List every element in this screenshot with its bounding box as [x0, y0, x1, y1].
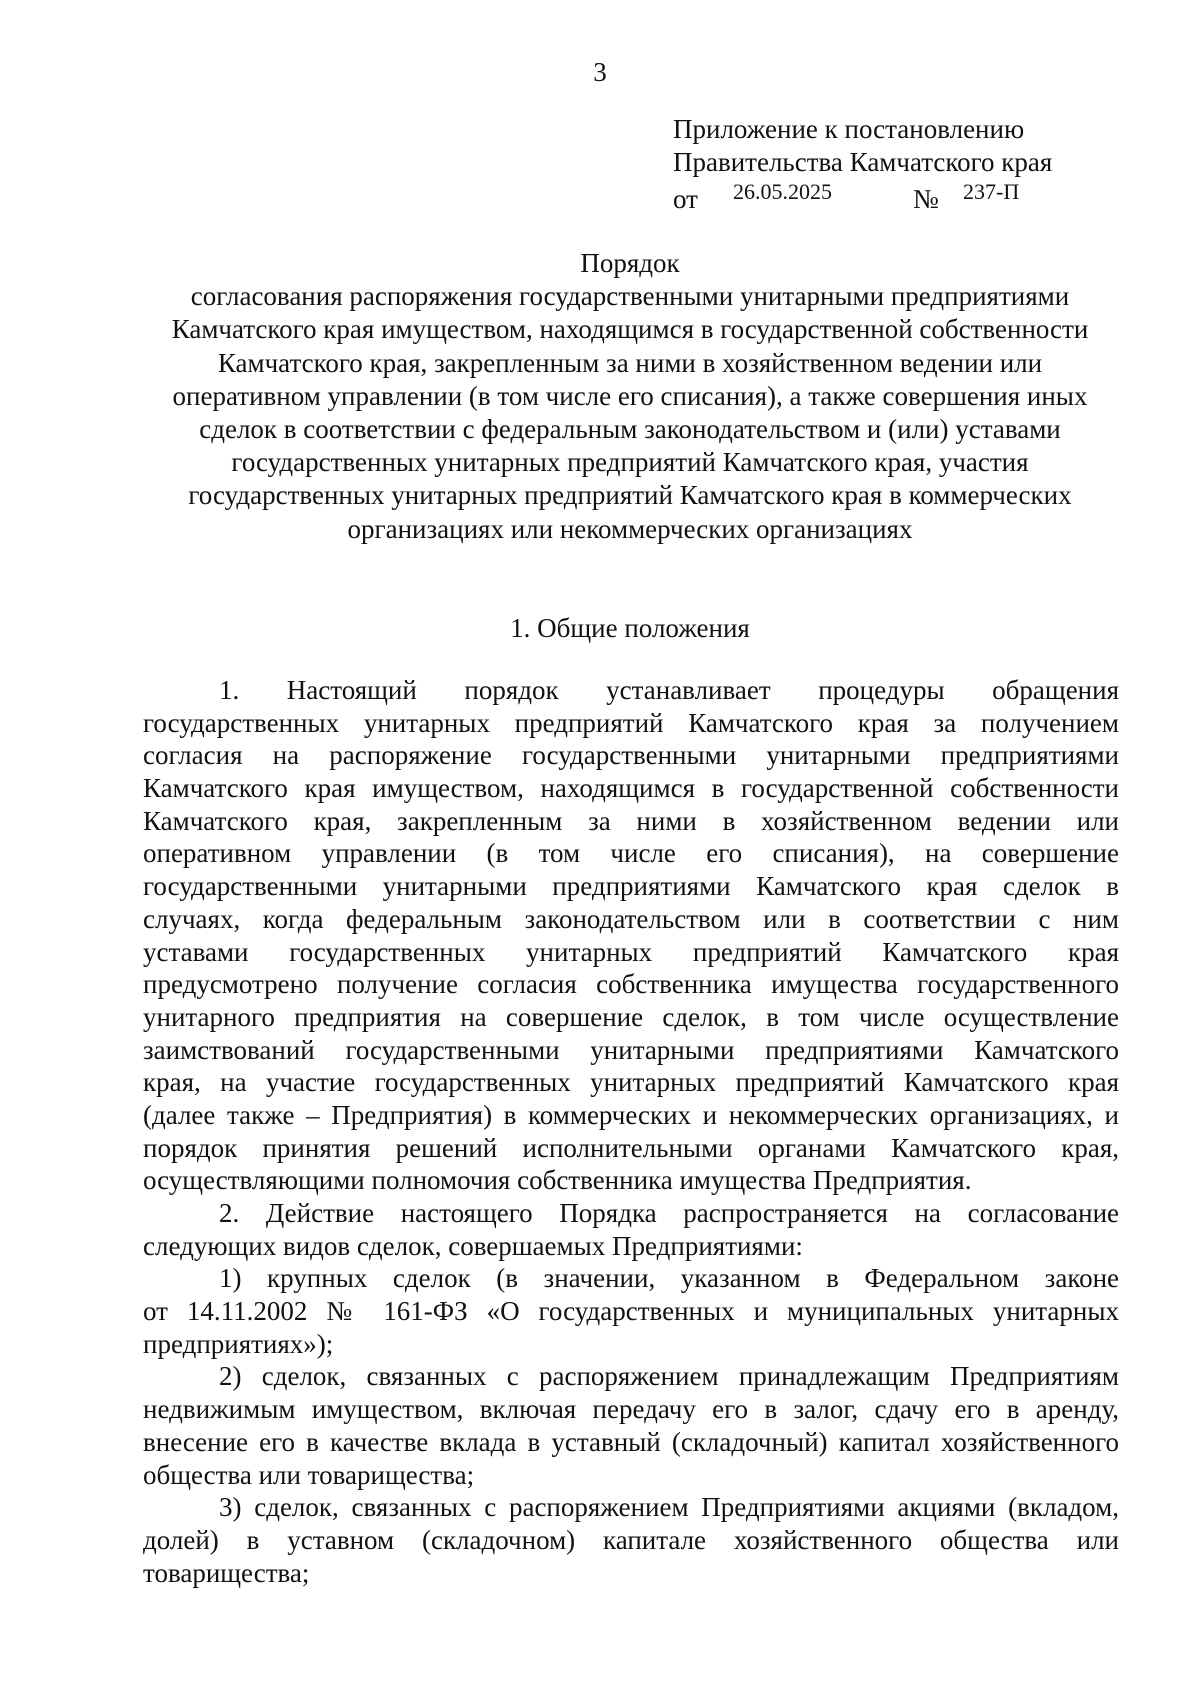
section-heading: 1. Общие положения — [510, 613, 750, 643]
page-number: 3 — [593, 57, 607, 87]
appendix-line-1: Приложение к постановлению — [673, 114, 1025, 144]
title-line: государственных унитарных предприятий Камчатского края, участия — [231, 447, 1029, 478]
body-line: предусмотрено получение согласия собственника имущества государственного — [143, 969, 1119, 1000]
body-line: унитарного предприятия на совершение сделок, в том числе осуществление — [143, 1001, 1119, 1032]
title-line: сделок в соответствии с федеральным законодательством и (или) уставами — [199, 414, 1061, 445]
body-line: 1. Настоящий порядок устанавливает процедуры обращения — [219, 675, 1119, 705]
document-title — [140, 247, 1120, 546]
appendix-line-2: Правительства Камчатского края — [673, 147, 1053, 177]
body-line: оперативном управлении (в том числе его списания), на совершение — [143, 838, 1119, 869]
title-line: Камчатского края имуществом, находящимся в государственной собственности — [171, 314, 1089, 345]
body-line: государственных унитарных предприятий Камчатского края за получением — [143, 707, 1119, 738]
body-line: внесение его в качестве вклада в уставный (складочный) капитал хозяйственного — [143, 1426, 1119, 1457]
body-line: края, на участие государственных унитарных предприятий Камчатского края — [143, 1067, 1119, 1098]
body-line: 1) крупных сделок (в значении, указанном в Федеральном законе — [219, 1263, 1119, 1294]
body-line: от 14.11.2002 № 161-ФЗ «О государственных и муниципальных унитарных — [143, 1296, 1119, 1327]
appendix-block — [673, 113, 1052, 219]
date-prefix: от — [673, 184, 698, 214]
body-line: предприятиях»); — [143, 1328, 334, 1359]
title-heading: Порядок — [580, 248, 680, 278]
body-line: осуществляющими полномочия собственника имущества Предприятия. — [143, 1165, 972, 1196]
body-line: 2. Действие настоящего Порядка распространяется на согласование — [219, 1198, 1119, 1228]
body-line: 3) сделок, связанных с распоряжением Предприятиями акциями (вкладом, — [219, 1492, 1119, 1523]
body-line: следующих видов сделок, совершаемых Предприятиями: — [143, 1230, 803, 1261]
body-line: Камчатского края имуществом, находящимся в государственной собственности — [143, 773, 1119, 804]
title-line: Камчатского края, закрепленным за ними в хозяйственном ведении или — [217, 347, 1043, 378]
document-body — [143, 674, 1119, 1589]
body-line: недвижимым имуществом, включая передачу его в залог, сдачу его в аренду, — [143, 1394, 1119, 1425]
body-line: долей) в уставном (складочном) капитале хозяйственного общества или — [143, 1524, 1119, 1555]
appendix-reference — [673, 179, 1052, 219]
resolution-number: 237-П — [963, 179, 1020, 204]
body-line: (далее также – Предприятия) в коммерческих и некоммерческих организациях, и — [143, 1099, 1119, 1130]
body-line: общества или товарищества; — [143, 1459, 475, 1490]
title-line: согласования распоряжения государственными унитарными предприятиями — [190, 281, 1070, 312]
body-line: заимствований государственными унитарными предприятиями Камчатского — [143, 1034, 1119, 1065]
number-sign: № — [913, 184, 939, 214]
body-line: Камчатского края, закрепленным за ними в хозяйственном ведении или — [143, 805, 1119, 836]
body-line: 2) сделок, связанных с распоряжением принадлежащим Предприятиям — [219, 1361, 1119, 1392]
body-line: товарищества; — [143, 1557, 310, 1588]
body-line: уставами государственных унитарных предприятий Камчатского края — [143, 936, 1119, 967]
body-line: государственными унитарными предприятиями Камчатского края сделок в — [143, 871, 1119, 902]
title-line: оперативном управлении (в том числе его списания), а также совершения иных — [172, 380, 1088, 411]
body-line: случаях, когда федеральным законодательством или в соответствии с ним — [143, 903, 1119, 934]
body-line: порядок принятия решений исполнительными органами Камчатского края, — [143, 1132, 1119, 1163]
resolution-date: 26.05.2025 — [733, 179, 832, 204]
title-line: организациях или некоммерческих организациях — [347, 513, 913, 544]
body-line: согласия на распоряжение государственными унитарными предприятиями — [143, 740, 1119, 771]
title-line: государственных унитарных предприятий Камчатского края в коммерческих — [188, 480, 1072, 511]
